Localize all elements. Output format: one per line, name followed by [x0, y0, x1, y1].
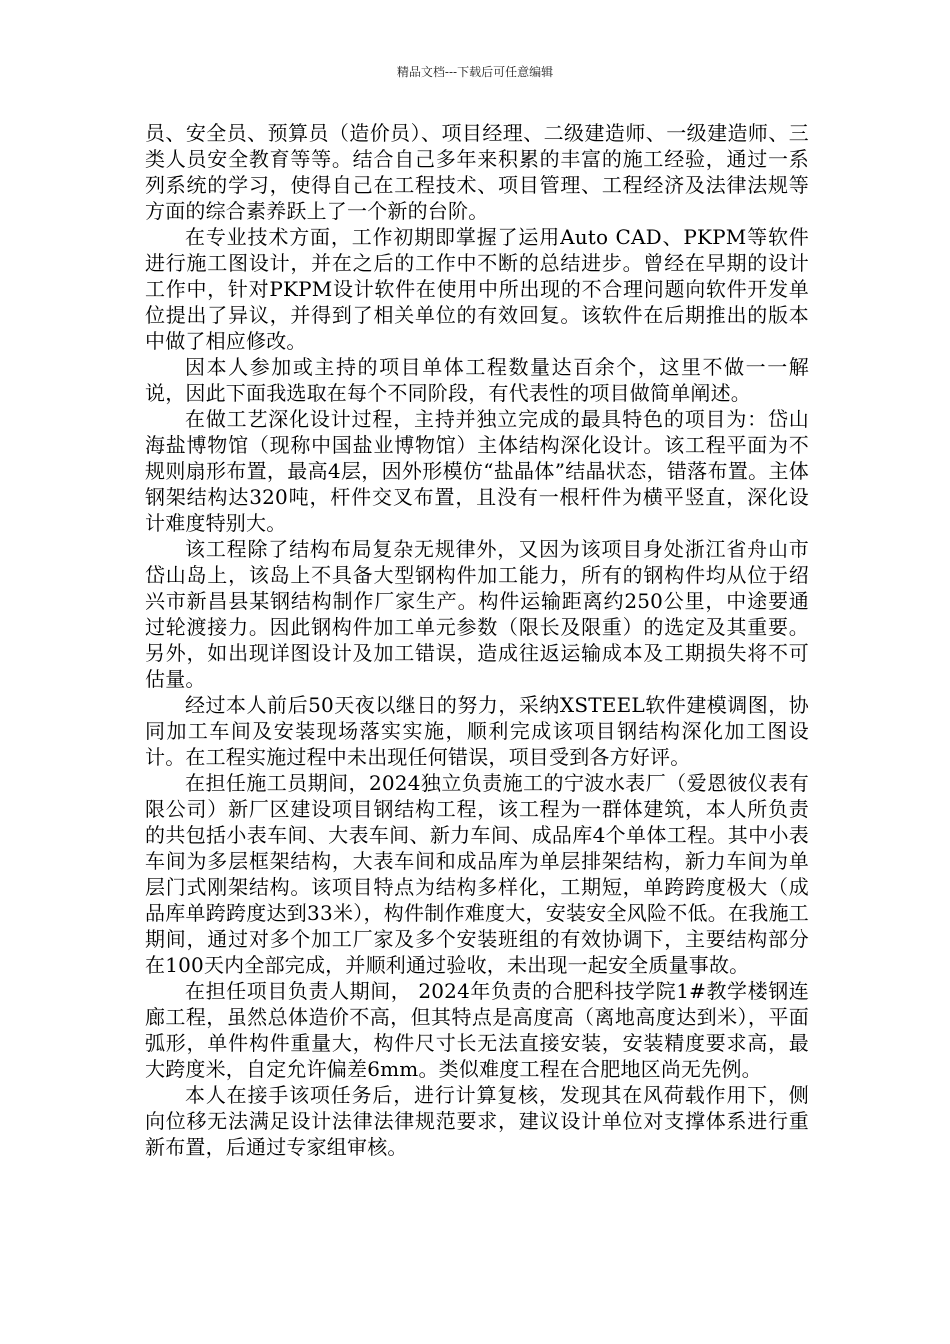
- paragraph: 在做工艺深化设计过程，主持并独立完成的最具特色的项目为：岱山海盐博物馆（现称中国盐业博物馆）主体结构深化设计。该工程平面为不规则扇形布置，最高4层，因外形模仿“盐晶体”结晶状态，错落布置。主体钢架结构达320吨，杆件交叉布置，且没有一根杆件为横平竖直，深化设计难度特别大。: [145, 407, 809, 535]
- paragraph: 在专业技术方面，工作初期即掌握了运用Auto CAD、PKPM等软件进行施工图设计，并在之后的工作中不断的总结进步。曾经在早期的设计工作中，针对PKPM设计软件在使用中所出现的不合理问题向软件开发单位提出了异议，并得到了相关单位的有效回复。该软件在后期推出的版本中做了相应修改。: [145, 225, 809, 353]
- paragraph: 在担任项目负责人期间， 2024年负责的合肥科技学院1#教学楼钢连廊工程，虽然总体造价不高，但其特点是高度高（离地高度达到米），平面弧形，单件构件重量大，构件尺寸长无法直接安装，安装精度要求高，最大跨度米，自定允许偏差6mm。类似难度工程在合肥地区尚无先例。: [145, 979, 809, 1081]
- paragraph: 经过本人前后50天夜以继日的努力，采纳XSTEEL软件建模调图，协同加工车间及安装现场落实实施，顺利完成该项目钢结构深化加工图设计。在工程实施过程中未出现任何错误，项目受到各方好评。: [145, 693, 809, 769]
- paragraph: 在担任施工员期间，2024独立负责施工的宁波水表厂（爱恩彼仪表有限公司）新厂区建设项目钢结构工程，该工程为一群体建筑，本人所负责的共包括小表车间、大表车间、新力车间、成品库4个单体工程。其中小表车间为多层框架结构，大表车间和成品库为单层排架结构，新力车间为单层门式刚架结构。该项目特点为结构多样化，工期短，单跨跨度极大（成品库单跨跨度达到33米），构件制作难度大，安装安全风险不低。在我施工期间，通过对多个加工厂家及多个安装班组的有效协调下，主要结构部分在100天内全部完成，并顺利通过验收，未出现一起安全质量事故。: [145, 771, 809, 977]
- paragraph: 该工程除了结构布局复杂无规律外，又因为该项目身处浙江省舟山市岱山岛上，该岛上不具备大型钢构件加工能力，所有的钢构件均从位于绍兴市新昌县某钢结构制作厂家生产。构件运输距离约250公里，中途要通过轮渡接力。因此钢构件加工单元参数（限长及限重）的选定及其重要。另外，如出现详图设计及加工错误，造成往返运输成本及工期损失将不可估量。: [145, 537, 809, 691]
- paragraph: 本人在接手该项任务后，进行计算复核，发现其在风荷载作用下，侧向位移无法满足设计法律法律规范要求，建议设计单位对支撑体系进行重新布置，后通过专家组审核。: [145, 1083, 809, 1159]
- paragraph: 因本人参加或主持的项目单体工程数量达百余个，这里不做一一解说，因此下面我选取在每个不同阶段，有代表性的项目做简单阐述。: [145, 355, 809, 405]
- paragraph: 员、安全员、预算员（造价员）、项目经理、二级建造师、一级建造师、三类人员安全教育等等。结合自己多年来积累的丰富的施工经验，通过一系列系统的学习，使得自己在工程技术、项目管理、工程经济及法律法规等方面的综合素养跃上了一个新的台阶。: [145, 121, 809, 223]
- body-text: [145, 120, 809, 1160]
- page-header: 精品文档---下载后可任意编辑: [396, 65, 554, 79]
